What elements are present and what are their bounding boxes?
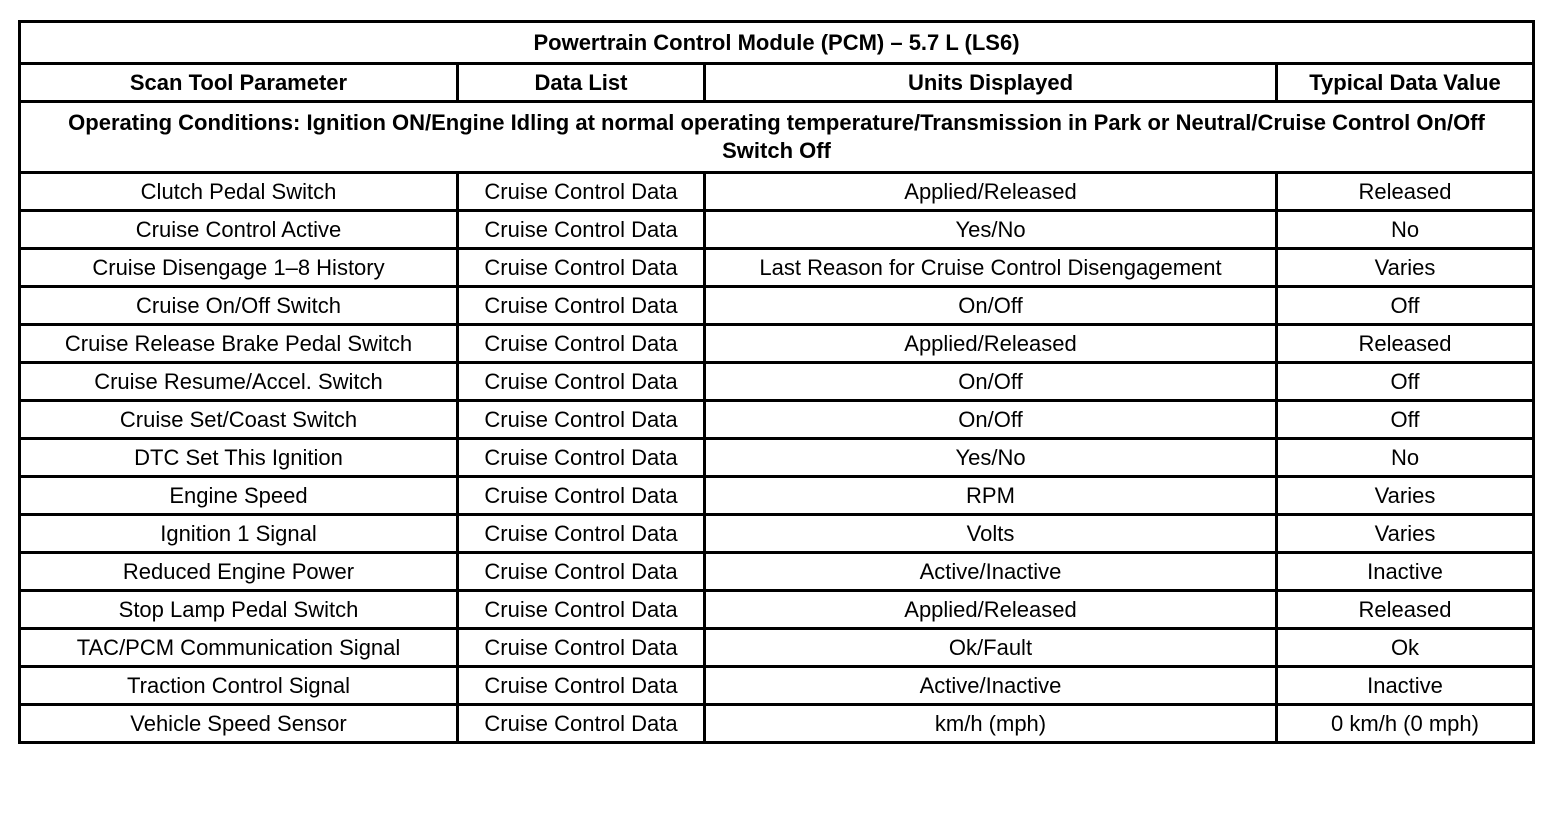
scan-tool-parameter-cell: Vehicle Speed Sensor [20,705,458,743]
data-list-cell: Cruise Control Data [458,173,705,211]
typical-data-value-cell: 0 km/h (0 mph) [1277,705,1534,743]
data-list-cell: Cruise Control Data [458,515,705,553]
units-displayed-cell: On/Off [705,287,1277,325]
scan-tool-parameter-cell: DTC Set This Ignition [20,439,458,477]
table-row [20,325,1534,363]
table-row [20,173,1534,211]
column-header-data-list: Data List [458,64,705,102]
scan-tool-data-table [18,20,1535,744]
typical-data-value-cell: Off [1277,401,1534,439]
units-displayed-cell: km/h (mph) [705,705,1277,743]
scan-tool-parameter-cell: Traction Control Signal [20,667,458,705]
operating-conditions-row [20,102,1534,173]
data-list-cell: Cruise Control Data [458,249,705,287]
typical-data-value-cell: Released [1277,325,1534,363]
units-displayed-cell: Active/Inactive [705,553,1277,591]
table-header-row [20,64,1534,102]
scan-tool-parameter-cell: Cruise Release Brake Pedal Switch [20,325,458,363]
table-row [20,629,1534,667]
units-displayed-cell: Applied/Released [705,173,1277,211]
scan-tool-parameter-cell: Clutch Pedal Switch [20,173,458,211]
scan-tool-parameter-cell: TAC/PCM Communication Signal [20,629,458,667]
typical-data-value-cell: Off [1277,363,1534,401]
table-row [20,401,1534,439]
table-row [20,477,1534,515]
data-list-cell: Cruise Control Data [458,363,705,401]
typical-data-value-cell: Off [1277,287,1534,325]
data-list-cell: Cruise Control Data [458,287,705,325]
units-displayed-cell: RPM [705,477,1277,515]
data-list-cell: Cruise Control Data [458,439,705,477]
column-header-scan-tool-parameter: Scan Tool Parameter [20,64,458,102]
scan-tool-parameter-cell: Stop Lamp Pedal Switch [20,591,458,629]
scan-tool-parameter-cell: Cruise Control Active [20,211,458,249]
units-displayed-cell: Yes/No [705,439,1277,477]
units-displayed-cell: Active/Inactive [705,667,1277,705]
units-displayed-cell: Yes/No [705,211,1277,249]
units-displayed-cell: On/Off [705,363,1277,401]
units-displayed-cell: Volts [705,515,1277,553]
data-list-cell: Cruise Control Data [458,591,705,629]
data-list-cell: Cruise Control Data [458,211,705,249]
operating-conditions-text: Operating Conditions: Ignition ON/Engine Idling at normal operating temperature/Transmission in Park or Neutral/Cruise Control On/Off Switch Off [20,102,1534,173]
units-displayed-cell: On/Off [705,401,1277,439]
typical-data-value-cell: No [1277,211,1534,249]
table-row [20,439,1534,477]
units-displayed-cell: Applied/Released [705,591,1277,629]
data-list-cell: Cruise Control Data [458,325,705,363]
typical-data-value-cell: Released [1277,591,1534,629]
table-row [20,705,1534,743]
units-displayed-cell: Last Reason for Cruise Control Disengagement [705,249,1277,287]
scan-tool-parameter-cell: Cruise Disengage 1–8 History [20,249,458,287]
table-title: Powertrain Control Module (PCM) – 5.7 L (LS6) [20,22,1534,64]
column-header-typical-data-value: Typical Data Value [1277,64,1534,102]
table-row [20,591,1534,629]
table-row [20,553,1534,591]
table-row [20,667,1534,705]
scan-tool-parameter-cell: Cruise On/Off Switch [20,287,458,325]
data-list-cell: Cruise Control Data [458,667,705,705]
units-displayed-cell: Ok/Fault [705,629,1277,667]
typical-data-value-cell: Ok [1277,629,1534,667]
table-row [20,515,1534,553]
typical-data-value-cell: Released [1277,173,1534,211]
table-row [20,287,1534,325]
units-displayed-cell: Applied/Released [705,325,1277,363]
data-list-cell: Cruise Control Data [458,553,705,591]
scan-tool-parameter-cell: Ignition 1 Signal [20,515,458,553]
typical-data-value-cell: Varies [1277,477,1534,515]
data-list-cell: Cruise Control Data [458,477,705,515]
typical-data-value-cell: Inactive [1277,553,1534,591]
column-header-units-displayed: Units Displayed [705,64,1277,102]
scan-tool-parameter-cell: Cruise Resume/Accel. Switch [20,363,458,401]
typical-data-value-cell: No [1277,439,1534,477]
scan-tool-parameter-cell: Cruise Set/Coast Switch [20,401,458,439]
data-list-cell: Cruise Control Data [458,705,705,743]
typical-data-value-cell: Inactive [1277,667,1534,705]
data-list-cell: Cruise Control Data [458,629,705,667]
typical-data-value-cell: Varies [1277,249,1534,287]
table-row [20,363,1534,401]
table-body [20,173,1534,743]
table-row [20,249,1534,287]
scan-tool-parameter-cell: Engine Speed [20,477,458,515]
table-title-row [20,22,1534,64]
scan-tool-parameter-cell: Reduced Engine Power [20,553,458,591]
table-row [20,211,1534,249]
typical-data-value-cell: Varies [1277,515,1534,553]
data-list-cell: Cruise Control Data [458,401,705,439]
